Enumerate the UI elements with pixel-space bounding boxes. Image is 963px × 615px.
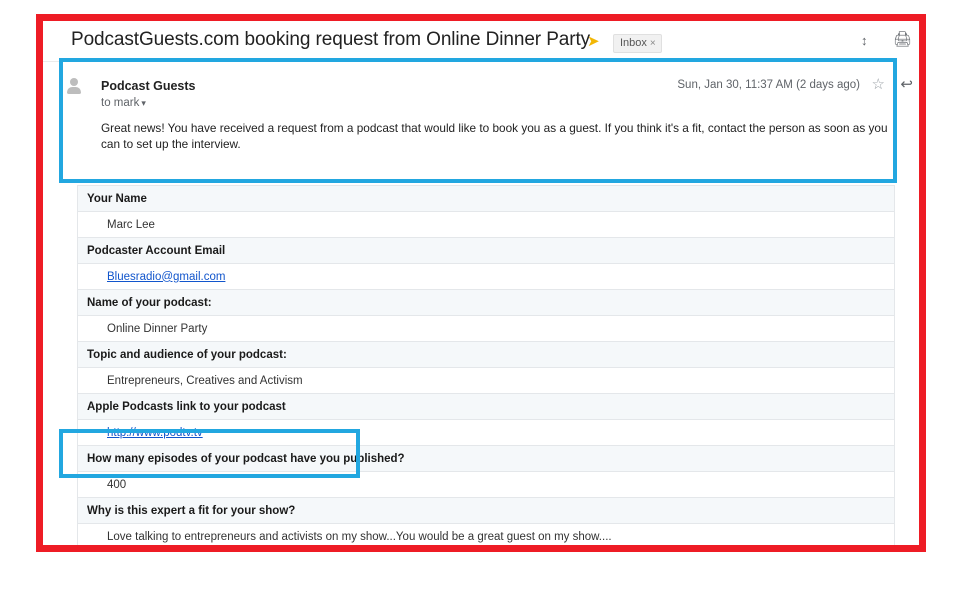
avatar-body [67, 87, 81, 94]
table-row [78, 264, 895, 290]
booking-request-table [77, 185, 895, 545]
answer-value: Marc Lee [78, 212, 895, 238]
table-row [78, 394, 895, 420]
message-body-text: Great news! You have received a request from a podcast that would like to book you as a guest. If you think it's a fit, contact the person as soon as you can to set up the interview. [101, 121, 888, 151]
question-label: Apple Podcasts link to your podcast [78, 394, 895, 420]
question-label: Podcaster Account Email [78, 238, 895, 264]
recipient-label: to mark [101, 97, 140, 109]
table-row [78, 420, 895, 446]
avatar-head [70, 78, 78, 86]
table-row [78, 212, 895, 238]
answer-value: Love talking to entrepreneurs and activists on my show...You would be a great guest on my show.... [78, 524, 895, 546]
answer-value: Online Dinner Party [78, 316, 895, 342]
email-link[interactable]: Bluesradio@gmail.com [107, 270, 226, 283]
table-body [78, 186, 895, 546]
question-label: Topic and audience of your podcast: [78, 342, 895, 368]
avatar [66, 78, 82, 94]
table-row [78, 342, 895, 368]
message-timestamp: Sun, Jan 30, 11:37 AM (2 days ago) [677, 79, 860, 91]
print-icon[interactable]: 🖨 [893, 31, 913, 48]
label-chip-inbox[interactable] [613, 34, 662, 53]
table-row [78, 290, 895, 316]
important-marker-icon: ➤ [587, 33, 600, 50]
expand-collapse-icon[interactable]: ↕ [861, 33, 868, 48]
answer-value: 400 [78, 472, 895, 498]
sender-name: Podcast Guests [101, 79, 196, 93]
table-row [78, 498, 895, 524]
answer-value [78, 420, 895, 446]
table-row [78, 524, 895, 546]
table-row [78, 186, 895, 212]
chevron-down-icon[interactable]: ▾ [141, 98, 146, 108]
page-title: PodcastGuests.com booking request from Online Dinner Party [71, 29, 591, 50]
message-header-block [63, 61, 919, 186]
table-row [78, 446, 895, 472]
recipient-line[interactable] [101, 97, 146, 109]
answer-value: Entrepreneurs, Creatives and Activism [78, 368, 895, 394]
label-chip-text: Inbox [620, 37, 647, 49]
podcast-link[interactable]: http://www.podtv.tv [107, 426, 203, 439]
question-label: How many episodes of your podcast have you published? [78, 446, 895, 472]
table-row [78, 368, 895, 394]
question-label: Why is this expert a fit for your show? [78, 498, 895, 524]
table-row [78, 316, 895, 342]
reply-icon[interactable]: ↩ [900, 76, 913, 93]
answer-value [78, 264, 895, 290]
star-icon[interactable]: ☆ [871, 76, 885, 93]
question-label: Your Name [78, 186, 895, 212]
table-row [78, 238, 895, 264]
email-conversation-panel [43, 21, 919, 545]
question-label: Name of your podcast: [78, 290, 895, 316]
email-subject-row [43, 21, 919, 62]
table-row [78, 472, 895, 498]
close-icon[interactable]: × [649, 38, 656, 49]
